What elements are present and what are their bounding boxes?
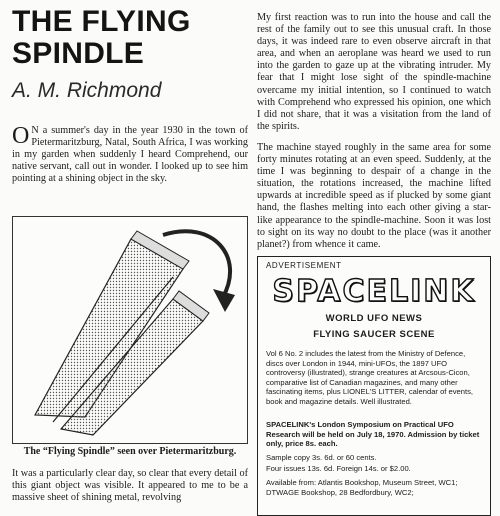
- article-title: THE FLYING SPINDLE: [12, 5, 191, 70]
- drop-cap: O: [12, 123, 30, 149]
- ad-sample-price: Sample copy 3s. 6d. or 60 cents.: [266, 453, 377, 462]
- advertisement-label: ADVERTISEMENT: [266, 261, 342, 270]
- ad-symposium-text: SPACELINK's London Symposium on Practical UFO Research will be held on July 18, 1970. Admission by ticket only, price 8s. each.: [266, 420, 480, 449]
- article-paragraph-2: It was a particularly clear day, so clear that every detail of this giant object was visible. It appeared to me to be a massive sheet of shining metal, revolving: [12, 468, 248, 504]
- article-paragraph-4: The machine stayed roughly in the same area for some forty minutes rotating at an even speed. Suddenly, at the time I was beginning to despair of a change in the situation, the rotations increased, the machine lifted upwards at incredible speed as if plucked by some giant hand, the flashes melting into each other giving a star-like appearance to the spindle-machine. Soon it was lost to sight on its way no doubt to the place (was it another planet?) from whence it came.: [257, 142, 491, 250]
- article-paragraph-1: [12, 125, 248, 185]
- ad-subtitle-flying-saucer-scene: FLYING SAUCER SCENE: [313, 329, 435, 340]
- ad-availability-text: Available from: Atlantis Bookshop, Museum Street, WC1; DTWAGE Bookshop, 28 Bedfordbury, WC2;: [266, 478, 458, 497]
- figure-caption: The “Flying Spindle” seen over Pietermaritzburg.: [23, 446, 237, 457]
- spindle-illustration: [12, 216, 248, 444]
- article-paragraph-3: My first reaction was to run into the house and call the rest of the family out to see this unusual craft. In those days, it was indeed rare to even observe aircraft in that area, and when an aeroplane was heard we used to run into the garden to gaze up at the vibrating intruder. My fear that I might lose sight of the spindle-machine overcame my initial intention, so I continued to watch with Comprehend who expressed his opinion, one which I did not share, that it was a visitation from the land of the spirits.: [257, 12, 491, 132]
- advertisement-box: [257, 256, 491, 516]
- spacelink-logo: SPACELINK: [272, 274, 476, 309]
- ad-body-text: Vol 6 No. 2 includes the latest from the Ministry of Defence, discs over London in 1944, mini-UFOs, the 1897 UFO controversy (illustrated), strange creatures at Arcsous-Cicon, comparative list of Canadian magazines, and many other fascinating items, plus LIONEL'S LITTER, calendar of events, book and magazine details. Well illustrated.: [266, 349, 473, 406]
- ad-subtitle-world-ufo-news: WORLD UFO NEWS: [325, 313, 423, 324]
- ad-subscription-price: Four issues 13s. 6d. Foreign 14s. or $2.00.: [266, 464, 411, 473]
- paragraph-1-text: N a summer's day in the year 1930 in the town of Pietermaritzburg, Natal, South Africa, I was working in my garden when suddenly I heard Comprehend, our native servant, call out in wonder. I looked up to see him pointing at a shining object in the sky.: [12, 125, 248, 185]
- article-author: A. M. Richmond: [12, 79, 162, 102]
- spindle-drawing: [13, 217, 249, 445]
- arrowhead-icon: [213, 289, 235, 312]
